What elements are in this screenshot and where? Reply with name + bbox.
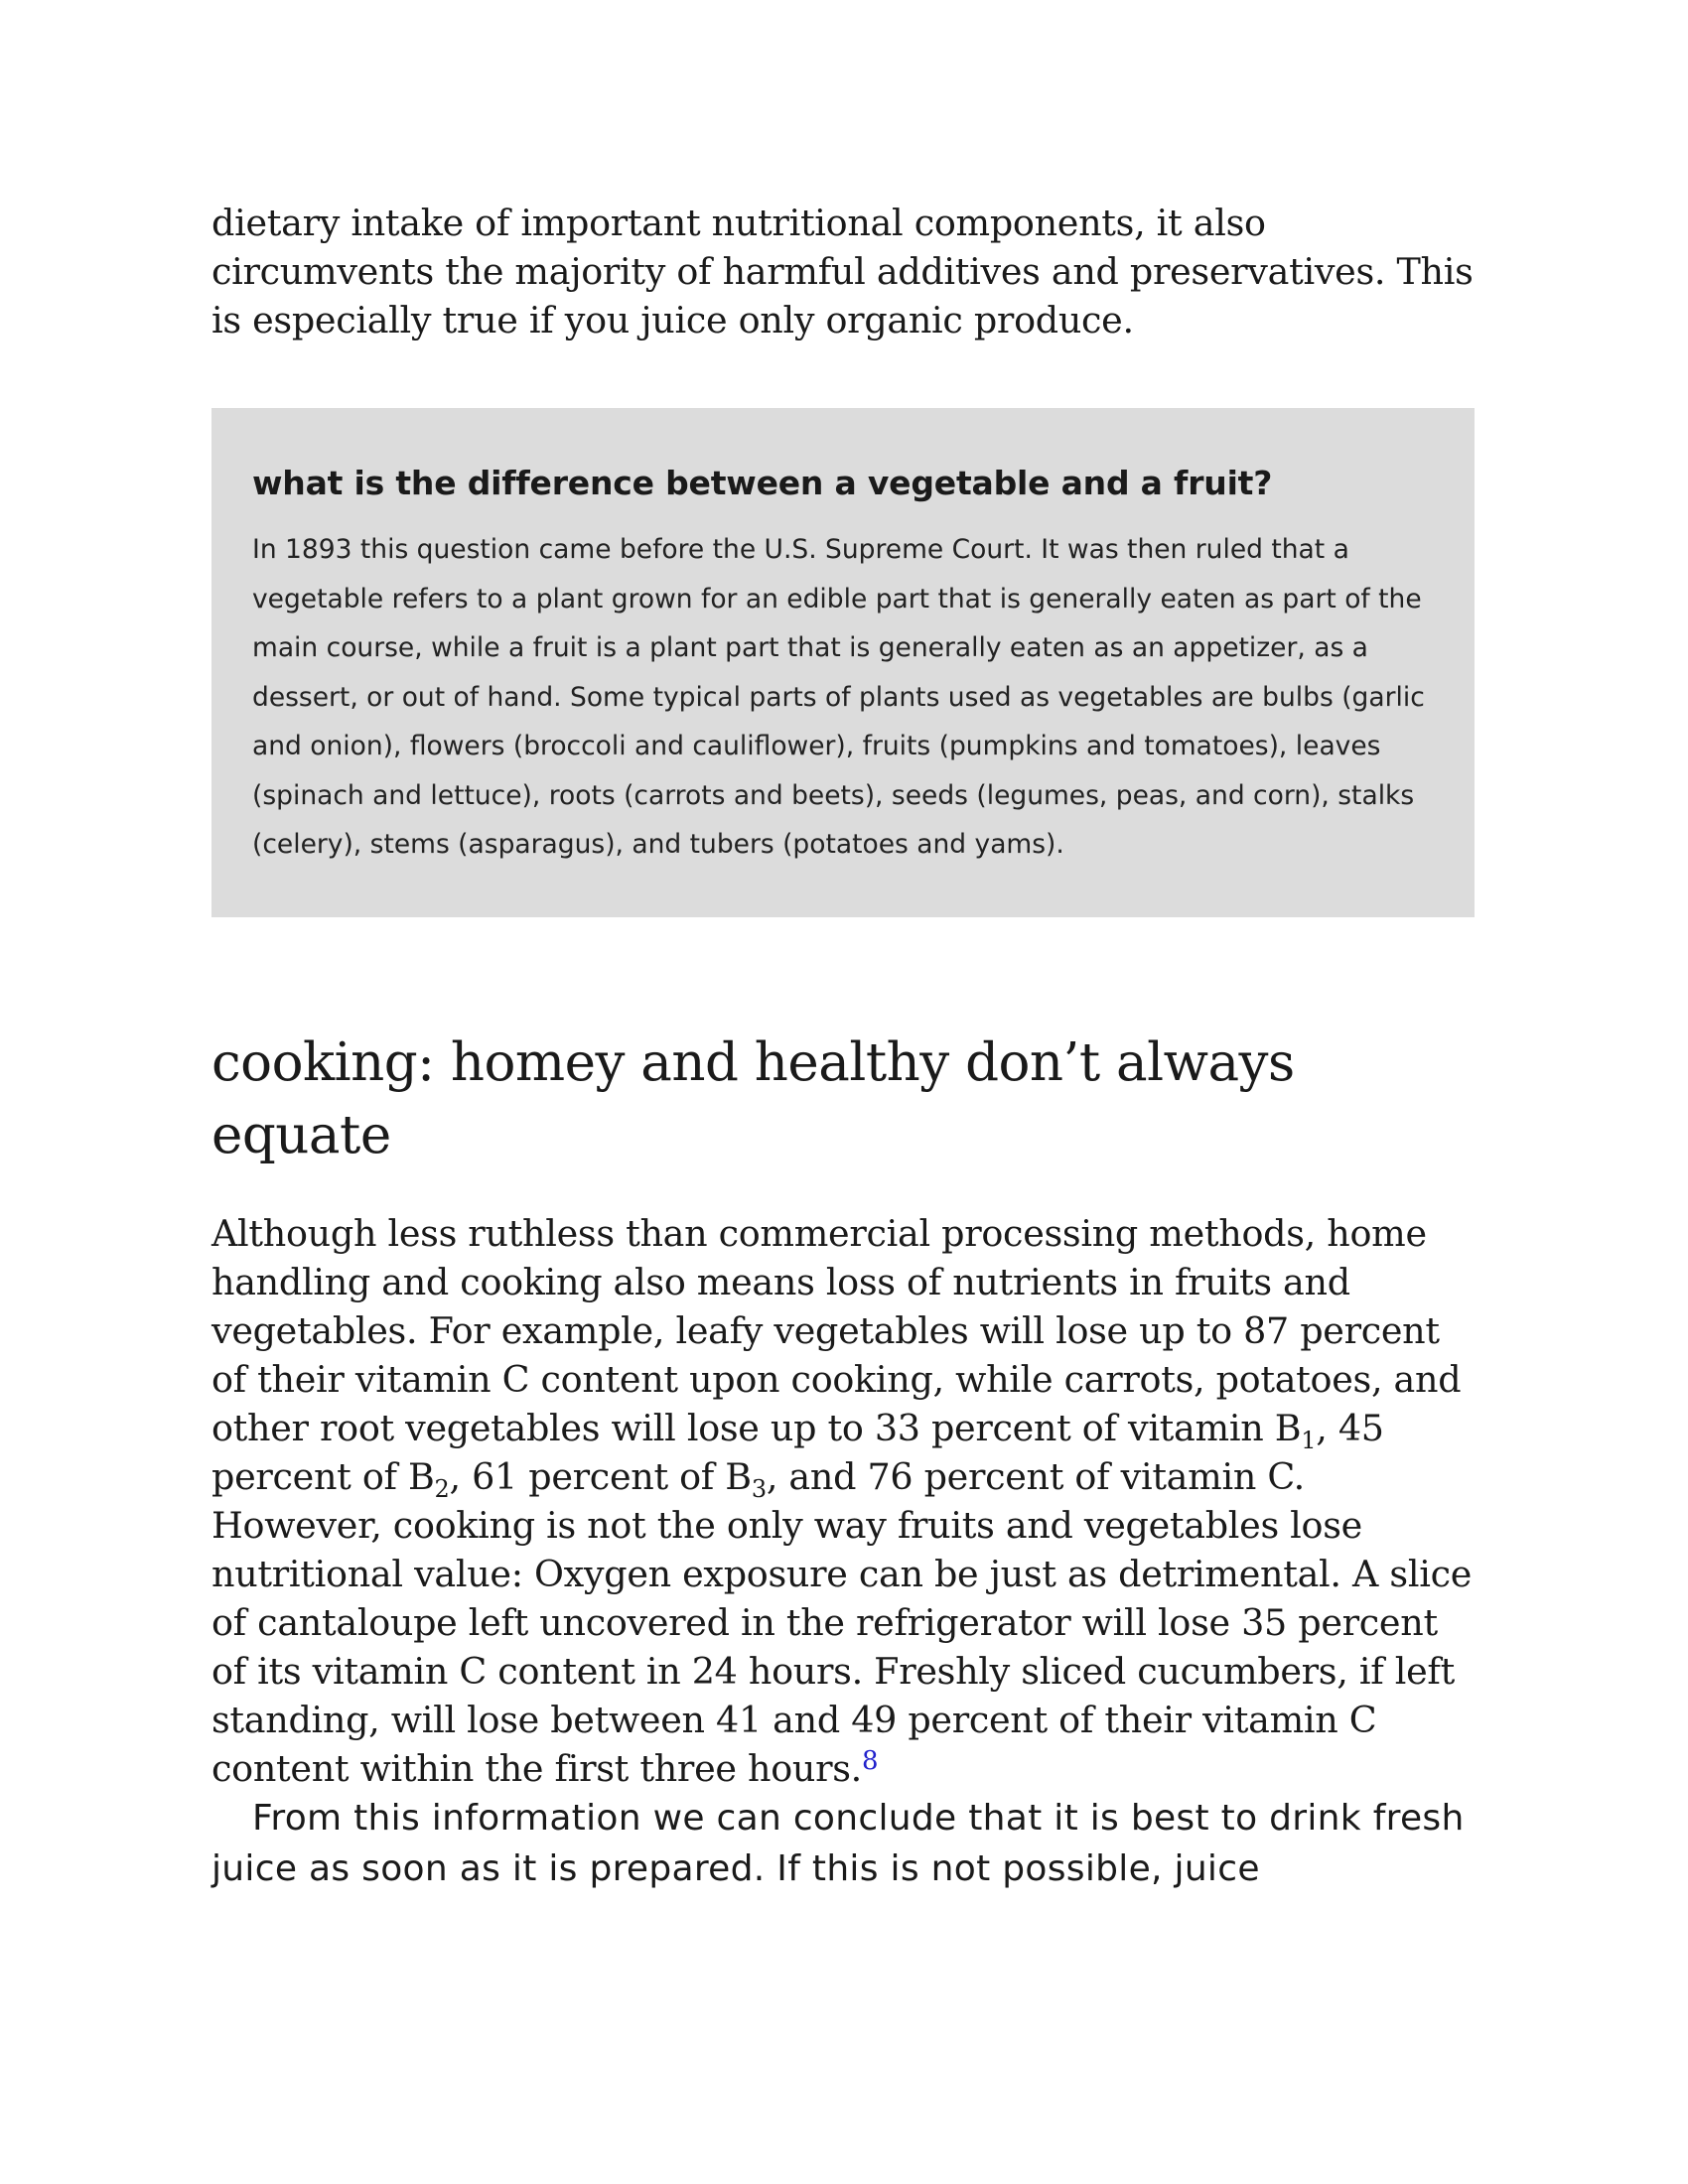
paragraph-text-part-1: Although less ruthless than commercial processing methods, home handling and cooking also means loss of nutrients in fruits and vegetables. For example, leafy vegetables will lose up to 87 percent of their vitamin C content upon cooking, while carrots, potatoes, and other root vegetables will lose up to 33 percent of vitamin B (211, 1211, 1462, 1449)
intro-paragraph: dietary intake of important nutritional components, it also circumvents the majority of harmful additives and preservatives. This is especially true if you juice only organic produce. (211, 202, 1474, 341)
sidebar-title: what is the difference between a vegetable and a fruit? (252, 464, 1273, 502)
paragraph-text-part-2: , 45 percent of B (211, 1406, 1384, 1498)
sidebar-box (211, 408, 1475, 917)
subscript-3: 3 (751, 1474, 767, 1503)
page-content (211, 199, 1482, 1894)
section-paragraph (211, 1209, 1482, 1793)
section-heading: cooking: homey and healthy don’t always equate (211, 1031, 1295, 1165)
continuation-paragraph: From this information we can conclude that it is best to drink fresh juice as soon as it is prepared. If this is not possible, juice (211, 1797, 1465, 1889)
paragraph-text-part-3: , 61 percent of B (449, 1454, 752, 1498)
subscript-2: 2 (434, 1474, 450, 1503)
subscript-1: 1 (1301, 1426, 1317, 1454)
paragraph-text-part-4: , and 76 percent of vitamin C. However, cooking is not the only way fruits and vegetables lose nutritional value: Oxygen exposure can be just as detrimental. A slice of cantaloupe left uncovered in the refrigerator will lose 35 percent of its vitamin C content in 24 hours. Freshly sliced cucumbers, if left standing, will lose between 41 and 49 percent of their vitamin C content within the first three hours. (211, 1454, 1473, 1790)
sidebar-text: In 1893 this question came before the U.S. Supreme Court. It was then ruled that a vegetable refers to a plant grown for an edible part that is generally eaten as part of the main course, while a fruit is a plant part that is generally eaten as an appetizer, as a dessert, or out of hand. Some typical parts of plants used as vegetables are bulbs (garlic and onion), flowers (broccoli and cauliflower), fruits (pumpkins and tomatoes), leaves (spinach and lettuce), roots (carrots and beets), seeds (legumes, peas, and corn), stalks (celery), stems (asparagus), and tubers (potatoes and yams). (252, 534, 1425, 860)
footnote-link[interactable]: 8 (861, 1745, 879, 1776)
